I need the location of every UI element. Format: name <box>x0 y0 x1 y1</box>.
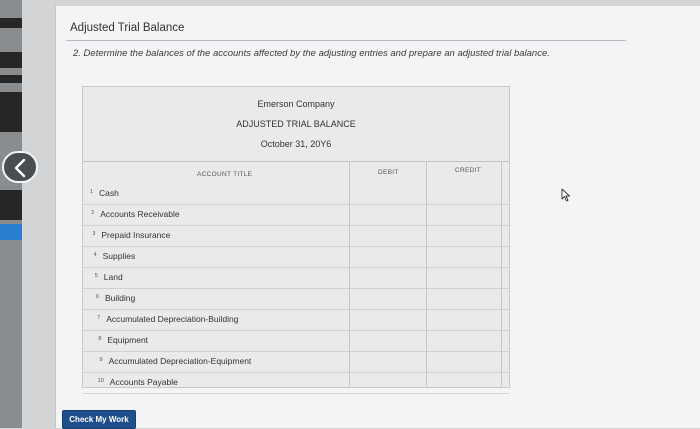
adjusted-trial-balance-sheet <box>82 86 510 388</box>
credit-input[interactable] <box>428 311 500 330</box>
column-divider <box>501 161 502 386</box>
row-divider <box>83 204 509 205</box>
back-button[interactable] <box>2 151 38 183</box>
toolbar-band <box>0 190 22 220</box>
toolbar-band <box>0 52 22 68</box>
chevron-left-icon <box>13 158 27 178</box>
debit-input[interactable] <box>351 227 425 246</box>
row-divider <box>83 246 509 247</box>
row-divider <box>83 288 509 289</box>
toolbar-band <box>0 75 22 83</box>
credit-input[interactable] <box>428 353 500 372</box>
left-toolbar-strip <box>0 0 22 428</box>
page-title: Adjusted Trial Balance <box>70 22 185 34</box>
account-title: Supplies <box>102 251 136 261</box>
trial-balance-grid <box>83 161 509 386</box>
account-title: Building <box>105 293 136 303</box>
debit-input[interactable] <box>351 311 425 330</box>
debit-input[interactable] <box>351 290 425 309</box>
credit-input[interactable] <box>428 248 500 267</box>
account-title: Land <box>103 272 123 282</box>
account-title: Accumulated Depreciation-Building <box>106 314 239 324</box>
row-divider <box>83 372 509 373</box>
mouse-pointer-icon <box>561 188 571 202</box>
debit-input[interactable] <box>351 374 425 393</box>
debit-input[interactable] <box>351 206 425 225</box>
credit-input[interactable] <box>428 290 500 309</box>
row-number: 6 <box>95 294 99 300</box>
column-divider <box>426 161 427 386</box>
report-title: ADJUSTED TRIAL BALANCE <box>236 119 356 129</box>
account-title: Accounts Receivable <box>100 209 180 219</box>
debit-input[interactable] <box>351 269 425 288</box>
row-divider <box>83 393 509 394</box>
credit-input[interactable] <box>428 185 500 204</box>
row-number: 8 <box>98 336 102 342</box>
check-my-work-button[interactable]: Check My Work <box>62 410 136 429</box>
row-number: 4 <box>93 252 97 258</box>
row-number: 7 <box>97 315 101 321</box>
column-header-credit: CREDIT <box>455 167 481 174</box>
debit-input[interactable] <box>351 332 425 351</box>
question-panel <box>55 6 700 428</box>
row-number: 9 <box>99 357 103 363</box>
account-title: Prepaid Insurance <box>101 230 171 240</box>
debit-input[interactable] <box>351 248 425 267</box>
row-divider <box>83 225 509 226</box>
account-title: Accounts Payable <box>109 377 178 387</box>
toolbar-band-active <box>0 224 22 240</box>
row-divider <box>83 309 509 310</box>
column-header-debit: DEBIT <box>378 169 399 176</box>
row-divider <box>83 330 509 331</box>
account-title: Equipment <box>107 335 149 345</box>
column-header-account-title: ACCOUNT TITLE <box>197 171 253 178</box>
header-divider <box>66 40 626 41</box>
account-title: Accumulated Depreciation-Equipment <box>108 356 252 366</box>
debit-input[interactable] <box>351 185 425 204</box>
row-number: 10 <box>97 378 104 384</box>
credit-input[interactable] <box>428 332 500 351</box>
toolbar-band <box>0 18 22 28</box>
grid-top-border <box>83 161 509 162</box>
row-divider <box>83 351 509 352</box>
debit-input[interactable] <box>351 353 425 372</box>
account-title: Cash <box>99 188 119 198</box>
row-number: 2 <box>91 210 95 216</box>
credit-input[interactable] <box>428 206 500 225</box>
row-divider <box>83 267 509 268</box>
row-number: 5 <box>94 273 98 279</box>
credit-input[interactable] <box>428 227 500 246</box>
credit-input[interactable] <box>428 269 500 288</box>
report-date: October 31, 20Y6 <box>260 139 332 149</box>
instruction-text: 2. Determine the balances of the accounts affected by the adjusting entries and prepare an adjusted trial balance. <box>73 48 550 59</box>
row-number: 1 <box>89 189 93 195</box>
toolbar-band <box>0 92 22 132</box>
company-name: Emerson Company <box>257 99 335 109</box>
column-divider <box>349 161 350 386</box>
row-number: 3 <box>92 231 96 237</box>
credit-input[interactable] <box>428 374 500 393</box>
